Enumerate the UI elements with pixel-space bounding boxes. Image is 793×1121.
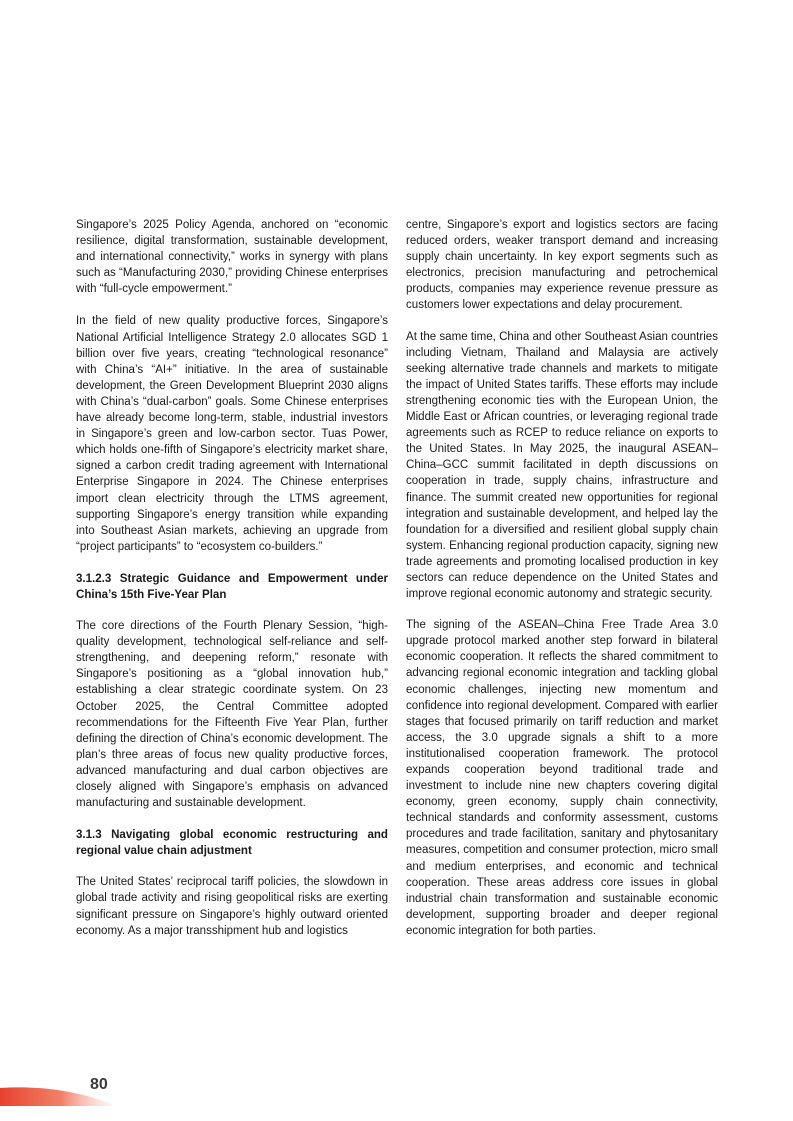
paragraph-fourth-plenary-session: The core directions of the Fourth Plenary Session, “high-quality development, technological self-reliance and self-strengthening, and deepening reform,” resonate with Singapore’s positioning as a “global innovation hub,” establishing a clear strategic coordinate system. On 23 October 2025, the Central Committee adopted recommendations for the Fifteenth Five Year Plan, further defining the direction of China’s economic development. The plan’s three areas of focus new quality productive forces, advanced manufacturing and dual carbon objectives are closely aligned with Singapore’s emphasis on advanced manufacturing and sustainable development.: [76, 620, 388, 810]
section-heading-3-1-2-3: 3.1.2.3 Strategic Guidance and Empowerment under China’s 15th Five-Year Plan: [76, 572, 388, 601]
page-number: 80: [90, 1076, 108, 1093]
left-column: [76, 217, 388, 955]
paragraph-alternative-trade-channels: At the same time, China and other Southeast Asian countries including Vietnam, Thailand and Malaysia are actively seeking alternative trade channels and markets to mitigate the impact of United States tariffs. These efforts may include strengthening economic ties with the European Union, the Middle East or African countries, or leveraging regional trade agreements such as RCEP to reduce reliance on exports to the United States. In May 2025, the inaugural ASEAN–China–GCC summit facilitated in depth discussions on cooperation in trade, supply chains, infrastructure and finance. The summit created new opportunities for regional integration and sustainable development, and helped lay the foundation for a diversified and resilient global supply chain system. Enhancing regional production capacity, signing new trade agreements and promoting localised production in key sectors can reduce dependence on the United States and improve regional economic autonomy and strategic security.: [406, 330, 718, 601]
paragraph-export-logistics-pressure: centre, Singapore’s export and logistics sectors are facing reduced orders, weaker transport demand and increasing supply chain uncertainty. In key export segments such as electronics, precision manufacturing and petrochemical products, companies may experience revenue pressure as customers lower expectations and delay procurement.: [406, 219, 718, 312]
paragraph-acfta-3-upgrade: The signing of the ASEAN–China Free Trade Area 3.0 upgrade protocol marked another step forward in bilateral economic cooperation. It reflects the shared commitment to advancing regional economic integration and tackling global economic challenges, injecting new momentum and confidence into regional development. Compared with earlier stages that focused primarily on tariff reduction and market access, the 3.0 upgrade signals a shift to a more institutionalised cooperation framework. The protocol expands cooperation beyond traditional trade and investment to include nine new chapters covering digital economy, green economy, supply chain connectivity, technical standards and conformity assessment, customs procedures and trade facilitation, sanitary and phytosanitary measures, competition and consumer protection, micro small and medium enterprises, and economic and technical cooperation. These areas address core issues in global industrial chain transformation and sustainable economic development, supporting broader and deeper regional economic integration for both parties.: [406, 619, 718, 937]
right-column: [406, 217, 718, 955]
paragraph-new-quality-productive-forces: In the field of new quality productive forces, Singapore’s National Artificial Intelligence Strategy 2.0 allocates SGD 1 billion over five years, creating “technological resonance” with China’s “AI+” initiative. In the area of sustainable development, the Green Development Blueprint 2030 aligns with China’s “dual-carbon” goals. Some Chinese enterprises have already become long-term, stable, industrial investors in Singapore’s green and low-carbon sector. Tuas Power, which holds one-fifth of Singapore’s electricity market share, signed a carbon credit trading agreement with International Enterprise Singapore in 2024. The Chinese enterprises import clean electricity through the LTMS agreement, supporting Singapore’s energy transition while expanding into Southeast Asian markets, achieving an upgrade from “project participants” to “ecosystem co-builders.”: [76, 315, 388, 553]
paragraph-us-tariff-policies: The United States’ reciprocal tariff policies, the slowdown in global trade activity and rising geopolitical risks are exerting significant pressure on Singapore’s highly outward oriented economy. As a major transshipment hub and logistics: [76, 876, 388, 937]
section-heading-3-1-3: 3.1.3 Navigating global economic restructuring and regional value chain adjustment: [76, 829, 388, 858]
paragraph-policy-agenda: Singapore’s 2025 Policy Agenda, anchored on “economic resilience, digital transformation, sustainable development, and international connectivity,” works in synergy with plans such as “Manufacturing 2030,” providing Chinese enterprises with “full-cycle empowerment.”: [76, 219, 388, 296]
